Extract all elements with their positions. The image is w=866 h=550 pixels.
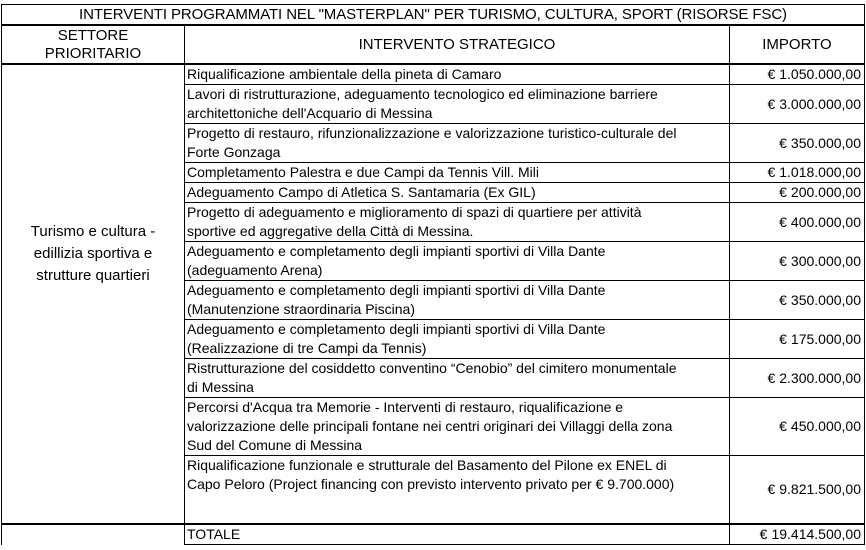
importo-cell [730,163,865,183]
importo-cell [730,64,865,85]
total-blank-cell [2,524,185,545]
intervento-line: (adeguamento Arena) [187,262,323,278]
intervento-line: Riqualificazione ambientale della pineta di Camaro [187,66,502,82]
intervento-line: Ristrutturazione del cosiddetto conventino “Cenobio” del cimitero monumentale [187,360,677,376]
settore-cell [2,64,185,524]
intervento-line: Adeguamento e completamento degli impianti sportivi di Villa Dante [187,321,606,337]
importo-cell [730,320,865,359]
intervento-line: valorizzazione delle principali fontane nei centri originari dei Villaggi della zona [187,418,673,434]
importo-value: 400.000,00 [790,213,861,230]
masterplan-table [1,4,865,545]
intervento-cell [185,456,730,525]
intervento-cell [185,359,730,398]
intervento-cell [185,242,730,281]
intervento-line: Adeguamento e completamento degli impianti sportivi di Villa Dante [187,243,606,259]
euro-symbol: € [779,252,787,269]
intervento-line: Percorsi d'Acqua tra Memorie - Interventi di restauro, riqualificazione e [187,399,624,415]
intervento-line: Riqualificazione funzionale e strutturale del Basamento del Pilone ex ENEL di [187,457,667,473]
euro-symbol: € [779,330,787,347]
intervento-cell [185,398,730,456]
euro-symbol: € [779,184,787,200]
euro-symbol: € [779,291,787,308]
header-importo: IMPORTO [730,25,865,64]
importo-cell [730,359,865,398]
header-settore-line1: SETTORE [57,26,129,44]
importo-cell [730,124,865,163]
importo-value: 9.821.500,00 [779,481,861,497]
intervento-line: Sud del Comune di Messina [187,437,363,453]
intervento-line: Capo Peloro (Project financing con previsto intervento privato per € 9.700.000) [187,476,675,492]
importo-cell [730,183,865,203]
importo-value: 200.000,00 [790,184,861,200]
intervento-line: Adeguamento e completamento degli impianti sportivi di Villa Dante [187,282,606,298]
settore-label-line3: strutture quartieri [36,267,150,284]
table-body [2,64,865,545]
intervento-cell [185,124,730,163]
euro-symbol: € [767,66,776,82]
intervento-line: Forte Gonzaga [187,144,281,160]
header-intervento: INTERVENTO STRATEGICO [185,25,730,64]
intervento-line: (Realizzazione di tre Campi da Tennis) [187,340,427,356]
euro-symbol: € [759,526,768,542]
intervento-cell [185,85,730,124]
euro-symbol: € [767,164,776,180]
importo-value: 3.000.000,00 [779,95,861,112]
total-importo-value: 19.414.500,00 [771,526,861,542]
importo-cell [730,398,865,456]
importo-cell [730,242,865,281]
importo-value: 1.018.000,00 [779,164,861,180]
intervento-cell [185,163,730,183]
importo-cell [730,281,865,320]
euro-symbol: € [779,418,787,434]
settore-label-line2: edillizia sportiva e [33,245,153,262]
settore-label-line1: Turismo e cultura - [30,223,156,240]
intervento-line: Progetto di adeguamento e miglioramento di spazi di quartiere per attività [187,204,642,220]
importo-cell [730,456,865,525]
euro-symbol: € [767,95,776,112]
importo-value: 300.000,00 [790,252,861,269]
intervento-line: Lavori di ristrutturazione, adeguamento tecnologico ed eliminazione barriere [187,86,658,102]
intervento-line: di Messina [187,379,254,395]
importo-cell [730,85,865,124]
intervento-cell [185,64,730,85]
importo-value: 450.000,00 [790,418,861,434]
euro-symbol: € [767,481,776,497]
intervento-line: Adeguamento Campo di Atletica S. Santamaria (Ex GIL) [187,184,536,200]
intervento-cell [185,183,730,203]
intervento-cell [185,320,730,359]
importo-value: 350.000,00 [790,291,861,308]
intervento-cell [185,281,730,320]
table-title: INTERVENTI PROGRAMMATI NEL "MASTERPLAN" PER TURISMO, CULTURA, SPORT (RISORSE FSC) [2,5,865,26]
euro-symbol: € [779,213,787,230]
intervento-line: Progetto di restauro, rifunzionalizzazione e valorizzazione turistico-culturale del [187,125,677,141]
header-settore [2,25,185,64]
importo-value: 2.300.000,00 [779,369,861,386]
intervento-line: Completamento Palestra e due Campi da Tennis Vill. Mili [187,164,539,180]
euro-symbol: € [779,134,787,151]
header-settore-line2: PRIORITARIO [44,44,142,62]
intervento-line: architettoniche dell'Acquario di Messina [187,105,433,121]
total-importo-cell [730,524,865,545]
table-row [2,64,865,85]
importo-value: 350.000,00 [790,134,861,151]
intervento-line: (Manutenzione straordinaria Piscina) [187,301,415,317]
total-label: TOTALE [185,524,730,545]
importo-value: 1.050.000,00 [779,66,861,82]
importo-cell [730,203,865,242]
total-row [2,524,865,545]
importo-value: 175.000,00 [790,330,861,347]
intervento-line: sportive ed aggregative della Città di Messina. [187,223,474,239]
intervento-cell [185,203,730,242]
euro-symbol: € [767,369,776,386]
